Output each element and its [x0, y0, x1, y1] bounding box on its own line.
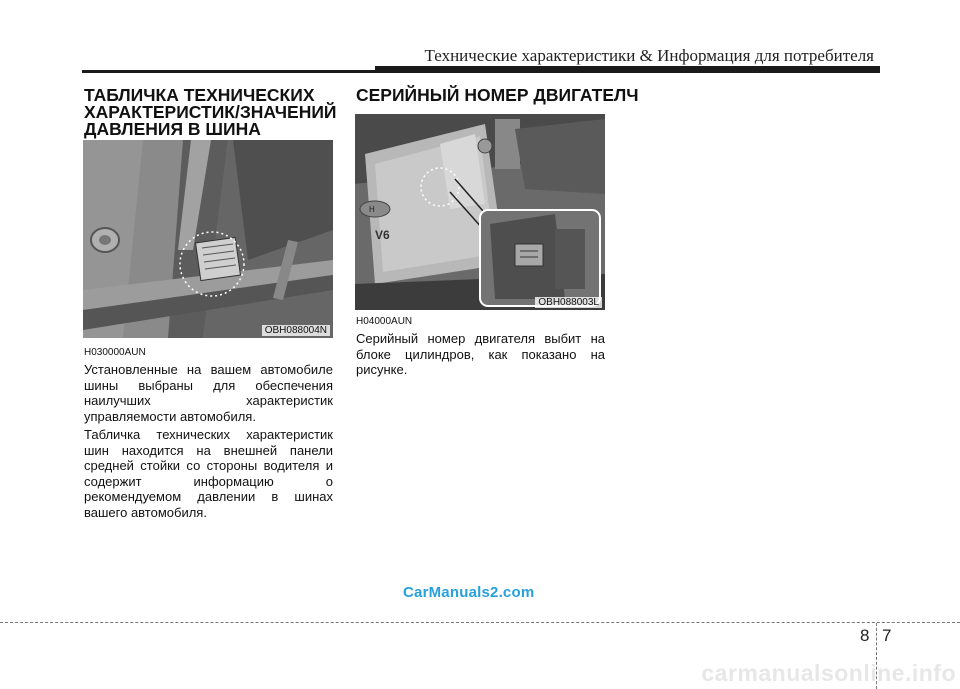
- tire-placard-photo: [83, 140, 333, 338]
- carmanuals-watermark[interactable]: CarManuals2.com: [403, 584, 535, 601]
- section-code: H030000AUN: [84, 347, 146, 358]
- door-pillar-illustration: [83, 140, 333, 338]
- text-line: управляемости автомобиля.: [84, 408, 256, 424]
- header-rule: [82, 70, 880, 73]
- text-line: блоке цилиндров, как показано на: [356, 346, 605, 362]
- title-line: ТАБЛИЧКА ТЕХНИЧЕСКИХ: [84, 85, 315, 105]
- footer-rule: [0, 622, 960, 623]
- location-paragraph: [84, 427, 333, 520]
- text-line: Серийный номер двигателя выбит на: [356, 331, 605, 346]
- text-line: шин находится на внешней панели: [84, 442, 333, 458]
- text-line: шины выбраны для обеспечения: [84, 377, 333, 393]
- header-title: Технические характеристики & Информация для потребителя: [424, 46, 874, 65]
- image-caption: OBH088003L: [535, 297, 602, 308]
- text-line: наилучших характеристик: [84, 393, 333, 408]
- section-number: 8: [860, 626, 870, 645]
- title-line: ДАВЛЕНИЯ В ШИНА: [84, 119, 261, 139]
- text-line: рекомендуемом давлении в шинах: [84, 489, 333, 504]
- engine-serial-section-title: СЕРИЙНЫЙ НОМЕР ДВИГАТЕЛЧ: [356, 85, 639, 105]
- intro-paragraph: [84, 362, 333, 424]
- section-code: H04000AUN: [356, 316, 413, 327]
- page-number: 7: [882, 626, 892, 645]
- engine-v6-icon: V6: [375, 228, 390, 242]
- engine-illustration: [355, 114, 605, 310]
- text-line: содержит информацию о: [84, 473, 333, 489]
- site-watermark[interactable]: carmanualsonline.info: [701, 660, 956, 686]
- text-line: Табличка технических характеристик: [84, 427, 333, 442]
- image-caption: OBH088004N: [262, 325, 330, 336]
- engine-serial-photo: [355, 114, 605, 310]
- engine-serial-paragraph: [356, 331, 605, 378]
- text-line: рисунке.: [356, 362, 408, 377]
- title-line: ХАРАКТЕРИСТИК/ЗНАЧЕНИЙ: [84, 102, 337, 122]
- engine-badge-icon: H: [369, 205, 375, 214]
- text-line: Установленные на вашем автомобиле: [84, 362, 333, 377]
- text-line: вашего автомобиля.: [84, 504, 207, 520]
- text-line: средней стойки со стороны водителя и: [84, 458, 333, 473]
- tire-label-section-title: [84, 87, 337, 138]
